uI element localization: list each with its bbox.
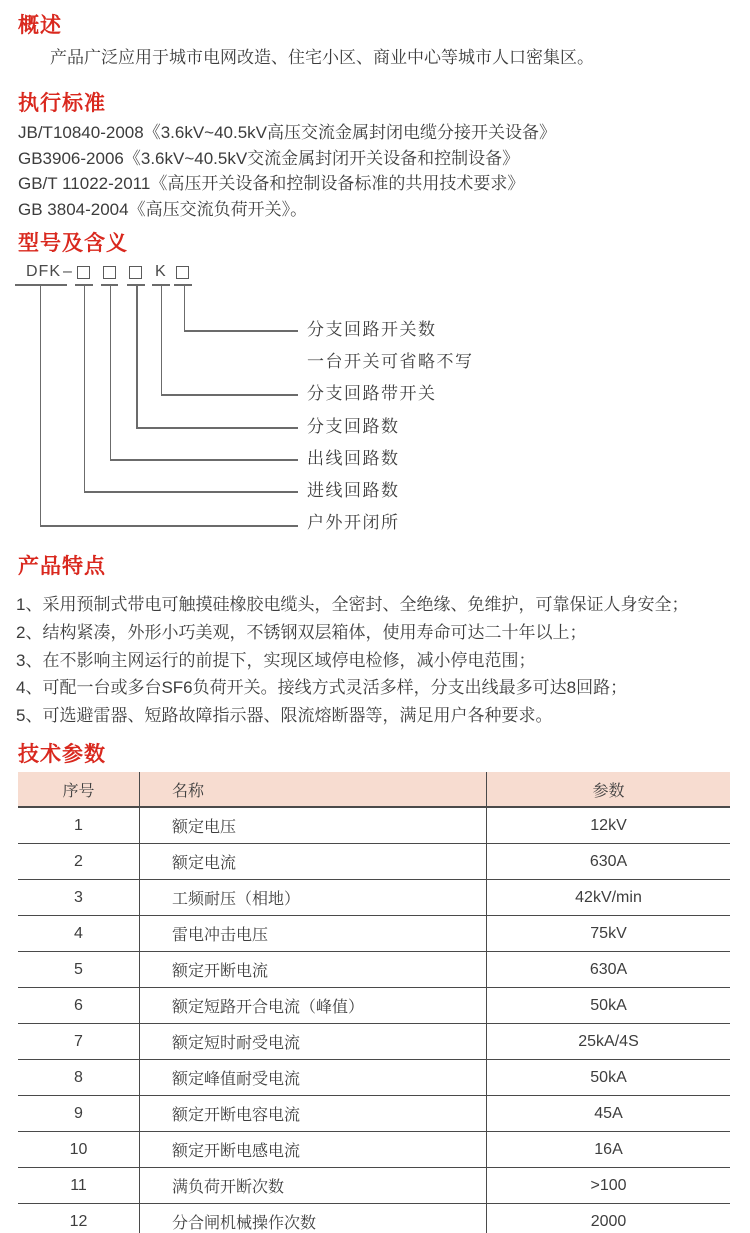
spec-no: 12	[18, 1204, 140, 1233]
diagram-leader-line	[184, 285, 186, 330]
spec-value: 50kA	[487, 1060, 731, 1096]
spec-name: 额定电流	[140, 844, 487, 880]
diagram-label: 一台开关可省略不写	[307, 352, 474, 371]
model-box	[77, 266, 90, 279]
column-header-no: 序号	[18, 772, 140, 807]
diagram-connector-line	[136, 427, 298, 429]
spec-name: 满负荷开断次数	[140, 1168, 487, 1204]
standard-item: GB/T 11022-2011《高压开关设备和控制设备标准的共用技术要求》	[18, 174, 525, 193]
standards-heading: 执行标准	[18, 92, 106, 115]
spec-value: 25kA/4S	[487, 1024, 731, 1060]
model-letter-k: K	[155, 263, 167, 280]
diagram-leader-line	[110, 285, 112, 459]
specs-heading: 技术参数	[18, 743, 106, 766]
spec-value: 42kV/min	[487, 880, 731, 916]
diagram-connector-line	[184, 330, 299, 332]
table-row	[18, 807, 730, 844]
spec-no: 6	[18, 988, 140, 1024]
features-heading: 产品特点	[18, 555, 106, 578]
spec-name: 工频耐压（相地）	[140, 880, 487, 916]
diagram-leader-line	[161, 285, 163, 394]
spec-name: 额定开断电感电流	[140, 1132, 487, 1168]
diagram-label: 分支回路带开关	[307, 384, 437, 403]
model-diagram	[0, 261, 750, 551]
feature-item: 2、结构紧凑，外形小巧美观，不锈钢双层箱体，使用寿命可达二十年以上；	[16, 622, 587, 642]
feature-item: 1、采用预制式带电可触摸硅橡胶电缆头，全密封、全绝缘、免维护，可靠保证人身安全；	[16, 595, 689, 614]
table-row	[18, 1168, 730, 1204]
spec-value: 12kV	[487, 807, 731, 844]
model-heading: 型号及含义	[18, 232, 128, 255]
table-row	[18, 1024, 730, 1060]
spec-no: 2	[18, 844, 140, 880]
feature-item: 4、可配一台或多台SF6负荷开关。接线方式灵活多样，分支出线最多可达8回路；	[16, 678, 628, 698]
features-list	[16, 591, 688, 730]
spec-name: 额定短时耐受电流	[140, 1024, 487, 1060]
standard-item: GB 3804-2004《高压交流负荷开关》。	[18, 199, 308, 219]
table-row	[18, 988, 730, 1024]
spec-no: 7	[18, 1024, 140, 1060]
spec-name: 额定电压	[140, 807, 487, 844]
model-dash: –	[63, 263, 73, 280]
standard-item: JB/T10840-2008《3.6kV~40.5kV高压交流金属封闭电缆分接开关设备》	[18, 123, 557, 142]
spec-value: 630A	[487, 844, 731, 880]
table-row	[18, 916, 730, 952]
spec-value: 630A	[487, 952, 731, 988]
spec-name: 雷电冲击电压	[140, 916, 487, 952]
diagram-leader-line	[136, 285, 138, 427]
diagram-connector-line	[110, 459, 299, 461]
spec-no: 3	[18, 880, 140, 916]
diagram-connector-line	[40, 525, 299, 527]
overview-heading: 概述	[18, 14, 62, 37]
table-row	[18, 1204, 730, 1233]
spec-value: 50kA	[487, 988, 731, 1024]
spec-value: 16A	[487, 1132, 731, 1168]
spec-no: 1	[18, 807, 140, 844]
table-row	[18, 1060, 730, 1096]
spec-name: 额定开断电流	[140, 952, 487, 988]
table-row	[18, 1132, 730, 1168]
spec-value: 75kV	[487, 916, 731, 952]
spec-name: 额定短路开合电流（峰值）	[140, 988, 487, 1024]
spec-no: 10	[18, 1132, 140, 1168]
table-row	[18, 1096, 730, 1132]
diagram-connector-line	[84, 491, 299, 493]
diagram-label: 户外开闭所	[307, 513, 400, 532]
spec-name: 额定开断电容电流	[140, 1096, 487, 1132]
column-header-name: 名称	[140, 772, 487, 807]
diagram-leader-line	[84, 285, 86, 491]
model-box	[176, 266, 189, 279]
diagram-label: 分支回路开关数	[307, 320, 437, 339]
model-box	[103, 266, 116, 279]
table-header-row	[18, 772, 730, 807]
diagram-label: 出线回路数	[307, 449, 400, 468]
spec-no: 8	[18, 1060, 140, 1096]
feature-item: 3、在不影响主网运行的前提下，实现区域停电检修，减小停电范围；	[16, 650, 536, 670]
model-box	[129, 266, 142, 279]
spec-no: 4	[18, 916, 140, 952]
diagram-connector-line	[161, 394, 299, 396]
diagram-leader-line	[40, 285, 42, 525]
table-row	[18, 952, 730, 988]
spec-name: 额定峰值耐受电流	[140, 1060, 487, 1096]
standards-list	[18, 120, 556, 222]
standard-item: GB3906-2006《3.6kV~40.5kV交流金属封闭开关设备和控制设备》	[18, 148, 520, 168]
column-header-value: 参数	[487, 772, 731, 807]
table-row	[18, 880, 730, 916]
model-prefix: DFK	[26, 263, 61, 280]
overview-paragraph: 产品广泛应用于城市电网改造、住宅小区、商业中心等城市人口密集区。	[50, 48, 594, 67]
spec-name: 分合闸机械操作次数	[140, 1204, 487, 1233]
spec-value: 2000	[487, 1204, 731, 1233]
table-row	[18, 844, 730, 880]
spec-value: >100	[487, 1168, 731, 1204]
diagram-label: 进线回路数	[307, 481, 400, 500]
feature-item: 5、可选避雷器、短路故障指示器、限流熔断器等，满足用户各种要求。	[16, 706, 553, 726]
spec-no: 11	[18, 1168, 140, 1204]
spec-no: 5	[18, 952, 140, 988]
spec-no: 9	[18, 1096, 140, 1132]
spec-value: 45A	[487, 1096, 731, 1132]
diagram-underline	[15, 284, 67, 286]
specs-table	[18, 772, 730, 1233]
diagram-label: 分支回路数	[307, 417, 400, 436]
